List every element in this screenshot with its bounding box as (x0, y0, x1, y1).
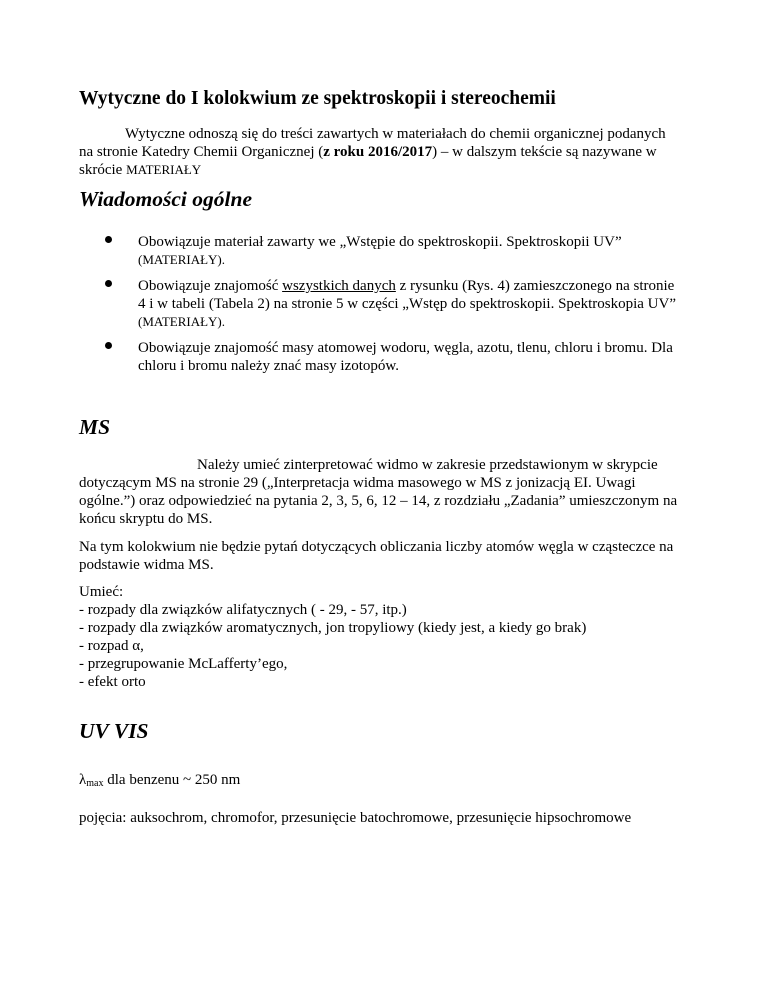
bullet-item (79, 277, 679, 331)
bullet-text: Obowiązuje materiał zawarty we „Wstępie do spektroskopii. Spektroskopii UV” (138, 234, 622, 250)
list-item: - przegrupowanie McLafferty’ego, (79, 656, 288, 672)
list-item: - efekt orto (79, 674, 146, 690)
intro-paragraph (79, 125, 679, 179)
lambda-subscript: max (86, 778, 104, 789)
list-item: - rozpad α, (79, 638, 144, 654)
intro-text-1: Wytyczne odnoszą się do treści zawartych w materiałach do chemii organicznej podanych na stronie Katedry Chemii Organicznej ( (79, 126, 666, 160)
list-item: - rozpady dla związków aromatycznych, jon tropyliowy (kiedy jest, a kiedy go brak) (79, 620, 587, 636)
document-title: Wytyczne do I kolokwium ze spektroskopii i stereochemii (79, 88, 556, 109)
bullet-dot-icon (105, 342, 112, 349)
section-heading-ms: MS (79, 415, 111, 439)
ms-paragraph-2: Na tym kolokwium nie będzie pytań dotyczących obliczania liczby atomów węgla w cząsteczce na podstawie widma MS. (79, 539, 674, 573)
bullet-item (79, 233, 679, 269)
lambda-symbol: λ (79, 772, 87, 788)
bullet-text: Obowiązuje znajomość masy atomowej wodoru, węgla, azotu, tlenu, chloru i bromu. Dla chloru i bromu należy znać masy izotopów. (138, 340, 673, 374)
ms-skills-list (79, 583, 679, 691)
bullet-materialy: (MATERIAŁY). (138, 314, 226, 329)
bullet-dot-icon (105, 236, 112, 243)
bullet-item (79, 339, 679, 375)
general-bullet-list (79, 233, 679, 383)
section-heading-general: Wiadomości ogólne (79, 187, 252, 211)
ms-skills-label: Umieć: (79, 584, 124, 600)
bullet-text: Obowiązuje znajomość (138, 278, 283, 294)
list-item: - rozpady dla związków alifatycznych ( - 29, - 57, itp.) (79, 602, 407, 618)
bullet-dot-icon (105, 280, 112, 287)
lambda-text: dla benzenu ~ 250 nm (103, 772, 241, 788)
intro-materialy: MATERIAŁY (126, 162, 202, 177)
ms-paragraph-1 (79, 456, 679, 528)
bullet-underlined-text: wszystkich danych (282, 278, 396, 294)
section-heading-uvvis: UV VIS (79, 719, 149, 743)
intro-text-2: ) – w dalszym tekście są nazywane w skrócie (79, 144, 657, 178)
uv-concepts-line: pojęcia: auksochrom, chromofor, przesunięcie batochromowe, przesunięcie hipsochromowe (79, 810, 632, 826)
ms-paragraph-1-text: Należy umieć zinterpretować widmo w zakresie przedstawionym w skrypcie dotyczącym MS na stronie 29 („Interpretacja widma masowego w MS z jonizacją EI. Uwagi ogólne.”) oraz odpowiedzieć na pytania 2, 3, 5, 6, 12 – 14, z rozdziału „Zadania” umieszczonym na końcu skryptu do MS. (79, 457, 678, 527)
bullet-materialy: (MATERIAŁY). (138, 252, 226, 267)
uv-lambda-line (79, 771, 679, 793)
intro-year: z roku 2016/2017 (323, 144, 433, 160)
bullet-text: z rysunku (Rys. 4) zamieszczonego na stronie 4 i w tabeli (Tabela 2) na stronie 5 w części „Wstęp do spektroskopii. Spektroskopia UV” (138, 278, 676, 312)
